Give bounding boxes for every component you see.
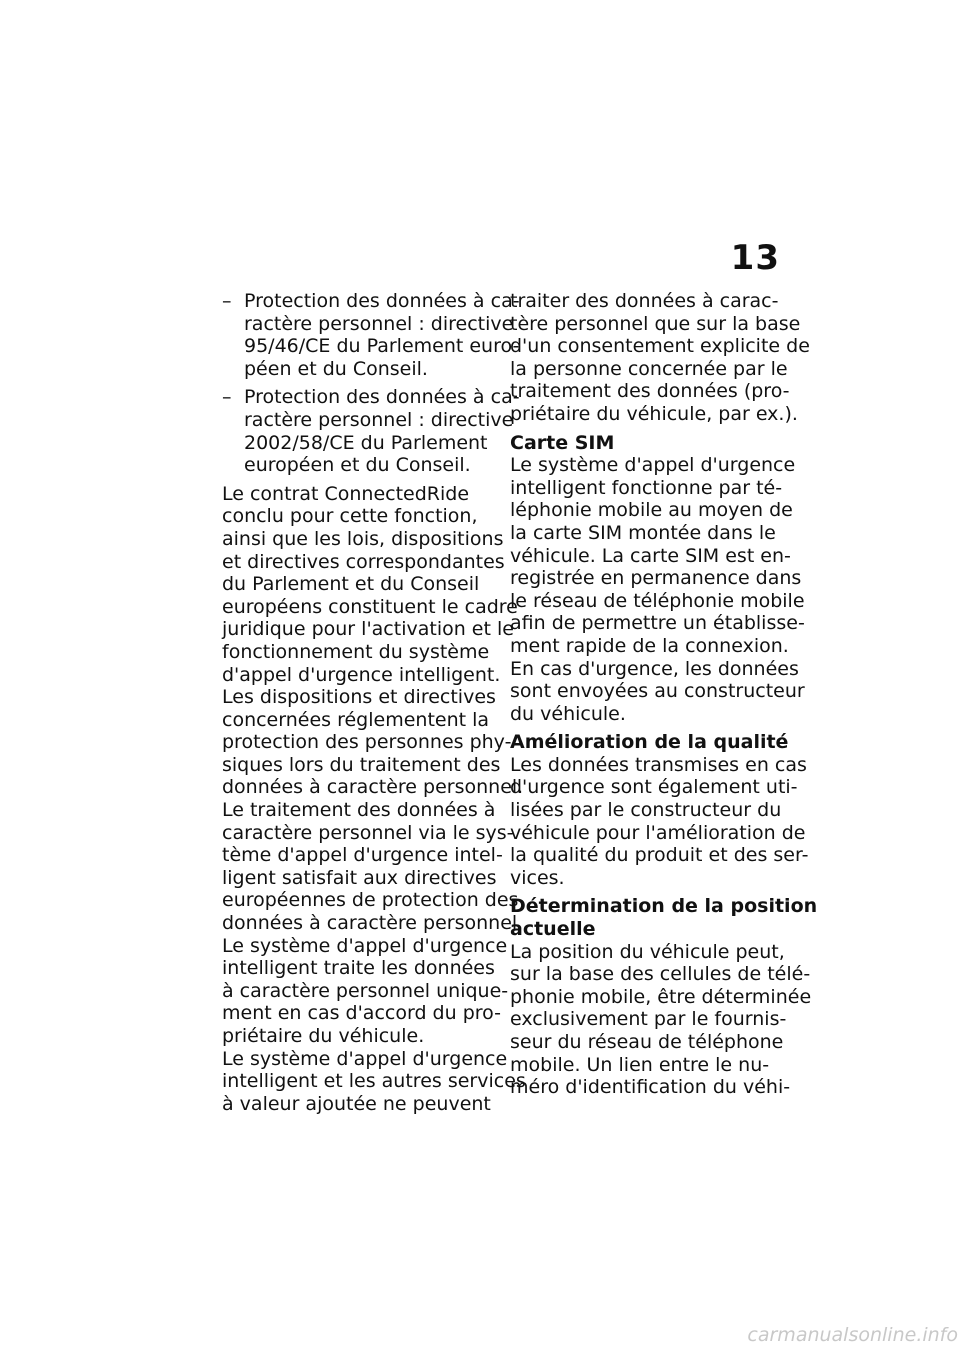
text-line: tère personnel que sur la base	[510, 312, 801, 335]
text-line: siques lors du traitement des	[222, 753, 501, 776]
text-line: la personne concernée par le	[510, 357, 788, 380]
text-line: Le système d'appel d'urgence	[510, 454, 796, 477]
text-line: du véhicule.	[510, 702, 626, 725]
text-line: la qualité du produit et des ser-	[510, 844, 809, 867]
bullet-line: 95/46/CE du Parlement euro-	[244, 335, 520, 358]
section-heading-position: actuelle	[510, 918, 596, 941]
bullet-line: péen et du Conseil.	[244, 357, 428, 380]
legal-framework-paragraph	[222, 482, 526, 1116]
text-line: Les données transmises en cas	[510, 753, 807, 776]
text-line: d'un consentement explicite de	[510, 335, 810, 358]
text-line: ment en cas d'accord du pro-	[222, 1002, 501, 1025]
text-line: exclusivement par le fournis-	[510, 1008, 787, 1031]
bullet-item-directive-2002-58	[222, 386, 520, 477]
right-column	[510, 290, 818, 1105]
text-line: données à caractère personnel.	[222, 776, 524, 799]
bullet-line: Protection des données à ca-	[244, 386, 520, 409]
bullet-line: européen et du Conseil.	[244, 454, 471, 477]
text-line: d'urgence sont également uti-	[510, 776, 798, 799]
text-line: véhicule. La carte SIM est en-	[510, 544, 791, 567]
bullet-line: Protection des données à ca-	[244, 290, 520, 312]
text-line: tème d'appel d'urgence intel-	[222, 844, 503, 867]
bullet-dash: –	[222, 386, 232, 409]
bullet-item-directive-95-46	[222, 290, 520, 380]
sim-card-section	[510, 431, 805, 726]
text-line: ligent satisfait aux directives	[222, 866, 497, 889]
text-line: intelligent fonctionne par té-	[510, 476, 783, 499]
bullet-line: 2002/58/CE du Parlement	[244, 431, 488, 454]
text-line: intelligent et les autres services	[222, 1070, 526, 1093]
text-line: européennes de protection des	[222, 889, 519, 912]
text-line: priétaire du véhicule, par ex.).	[510, 402, 798, 425]
text-line: lisées par le constructeur du	[510, 799, 782, 822]
text-line: concernées réglementent la	[222, 708, 490, 731]
left-column	[222, 290, 526, 1121]
text-line: traitement des données (pro-	[510, 380, 790, 403]
section-heading-sim: Carte SIM	[510, 431, 615, 454]
text-line: Le traitement des données à	[222, 799, 496, 822]
text-line: registrée en permanence dans	[510, 567, 802, 590]
text-line: priétaire du véhicule.	[222, 1025, 425, 1047]
text-line: phonie mobile, être déterminée	[510, 985, 812, 1008]
text-line: vices.	[510, 866, 565, 889]
text-line: ainsi que les lois, dispositions	[222, 527, 504, 550]
bullet-line: ractère personnel : directive	[244, 312, 514, 335]
text-line: ment rapide de la connexion.	[510, 634, 789, 657]
text-line: sur la base des cellules de télé-	[510, 963, 811, 986]
text-line: caractère personnel via le sys-	[222, 821, 514, 844]
text-line: la carte SIM montée dans le	[510, 521, 776, 544]
text-line: véhicule pour l'amélioration de	[510, 821, 806, 844]
text-line: seur du réseau de téléphone	[510, 1031, 784, 1053]
text-line: à valeur ajoutée ne peuvent	[222, 1092, 491, 1115]
text-line: traiter des données à carac-	[510, 290, 779, 312]
text-line: Les dispositions et directives	[222, 686, 496, 709]
text-line: Le système d'appel d'urgence	[222, 1047, 508, 1070]
section-heading-quality: Amélioration de la qualité	[510, 731, 789, 754]
section-heading-position: Détermination de la position	[510, 895, 818, 918]
text-line: données à caractère personnel.	[222, 912, 524, 935]
watermark-footer: carmanualsonline.info	[747, 1324, 958, 1346]
bullet-dash: –	[222, 290, 232, 312]
text-line: d'appel d'urgence intelligent.	[222, 663, 501, 686]
text-line: et directives correspondantes	[222, 550, 505, 573]
text-line: fonctionnement du système	[222, 640, 490, 663]
position-determination-section	[510, 895, 818, 1099]
text-line: La position du véhicule peut,	[510, 940, 785, 963]
text-line: Le système d'appel d'urgence	[222, 934, 508, 957]
text-line: afin de permettre un établisse-	[510, 612, 805, 635]
text-line: Le contrat ConnectedRide	[222, 482, 470, 505]
text-line: conclu pour cette fonction,	[222, 505, 478, 528]
text-line: mobile. Un lien entre le nu-	[510, 1053, 770, 1076]
text-line: protection des personnes phy-	[222, 731, 512, 754]
text-line: européens constituent le cadre	[222, 595, 518, 618]
page-number: 13	[730, 238, 780, 278]
quality-improvement-section	[510, 731, 809, 889]
text-line: sont envoyées au constructeur	[510, 680, 805, 703]
continuation-paragraph	[510, 290, 810, 426]
text-line: intelligent traite les données	[222, 957, 495, 980]
text-line: méro d'identification du véhi-	[510, 1076, 791, 1099]
text-line: du Parlement et du Conseil	[222, 573, 480, 596]
text-line: En cas d'urgence, les données	[510, 657, 799, 680]
text-line: léphonie mobile au moyen de	[510, 499, 793, 522]
bullet-line: ractère personnel : directive	[244, 408, 514, 431]
text-line: le réseau de téléphonie mobile	[510, 589, 805, 612]
text-line: juridique pour l'activation et le	[222, 618, 514, 641]
text-line: à caractère personnel unique-	[222, 979, 509, 1002]
